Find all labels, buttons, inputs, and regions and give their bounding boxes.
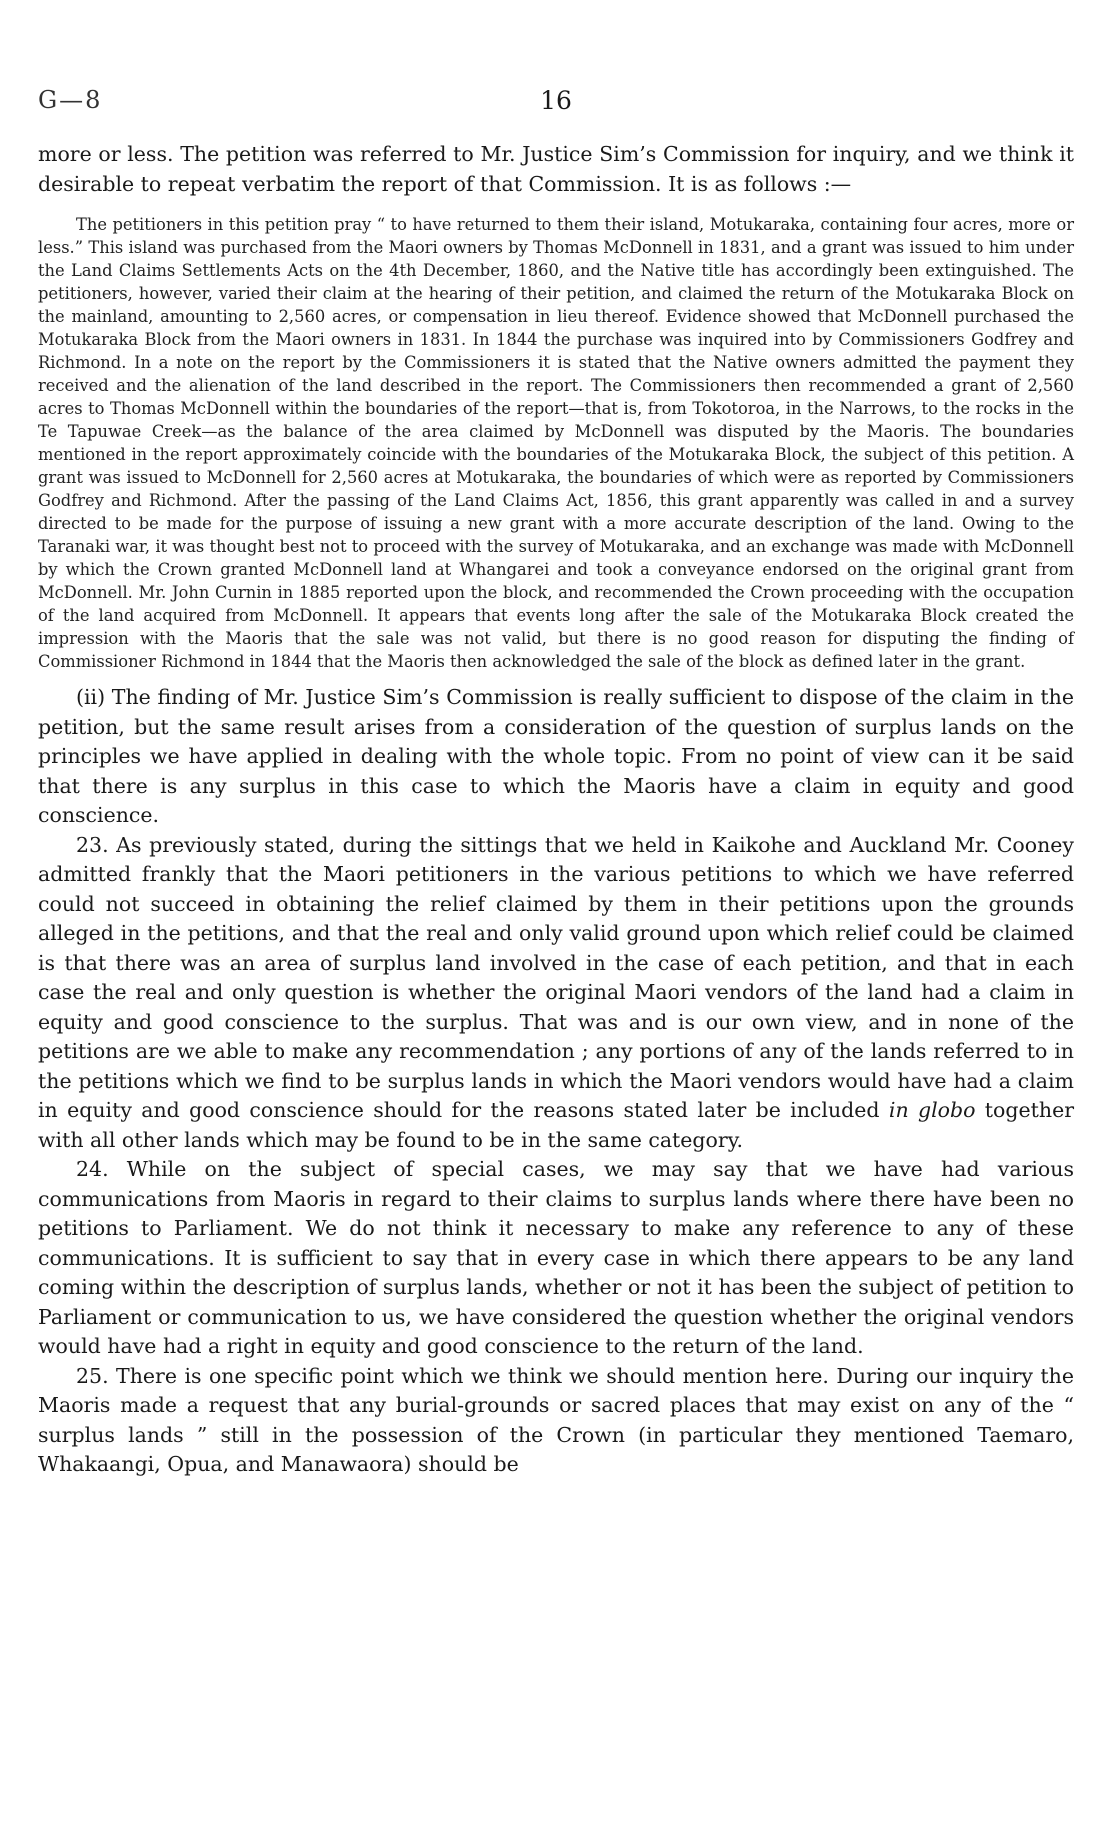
intro-paragraph: more or less. The petition was referred to Mr. Justice Sim’s Commission for inquiry, and we think it desirable to repeat verbatim the report of that Commission. It is as follows :— bbox=[38, 142, 1074, 196]
paragraph-25: 25. There is one specific point which we think we should mention here. During our inquiry the Maoris made a request that any burial-grounds or sacred places that may exist on any of the “ surplus lands ” still in the possession of the Crown (in particular they mentioned Taemaro, Whakaangi, Opua, and Manawaora) should be bbox=[38, 1363, 1074, 1476]
page-number: 16 bbox=[540, 86, 572, 115]
paragraph-23 bbox=[38, 831, 1074, 1156]
paragraph-24: 24. While on the subject of special cases, we may say that we have had various communications from Maoris in regard to their claims to surplus lands where there have been no petitions to Parliament. We do not think it necessary to make any reference to any of these communications. It is sufficient to say that in every case in which there appears to be any land coming within the description of surplus lands, whether or not it has been the subject of petition to Parliament or communication to us, we have considered the question whether the original vendors would have had a right in equity and good conscience to the return of the land. bbox=[38, 1157, 1074, 1358]
body-text bbox=[38, 140, 1074, 1480]
paragraph-23-text-end: together with all other lands which may be found to be in the same category. bbox=[38, 1098, 1075, 1152]
in-globo-italic: in globo bbox=[888, 1098, 976, 1122]
paragraph-23-text: 23. As previously stated, during the sittings that we held in Kaikohe and Auckland Mr. Cooney admitted frankly that the Maori petitioners in the various petitions to which we have referred could not succeed in obtaining the relief claimed by them in their petitions upon the grounds alleged in the petitions, and that the real and only valid ground upon which relief could be claimed is that there was an area of surplus land involved in the case of each petition, and that in each case the real and only question is whether the original Maori vendors of the land had a claim in equity and good conscience to the surplus. That was and is our own view, and in none of the petitions are we able to make any recommendation ; any portions of any of the lands referred to in the petitions which we find to be surplus lands in which the Maori vendors would have had a claim in equity and good conscience should for the reasons stated later be included bbox=[38, 832, 1074, 1122]
commission-report-quote: The petitioners in this petition pray “ to have returned to them their island, Motukaraka, containing four acres, more or less.” This island was purchased from the Maori owners by Thomas McDonnell in 1831, and a grant was issued to him under the Land Claims Settlements Acts on the 4th December, 1860, and the Native title has accordingly been extinguished. The petitioners, however, varied their claim at the hearing of their petition, and claimed the return of the Motukaraka Block on the mainland, amounting to 2,560 acres, or compensation in lieu thereof. Evidence showed that McDonnell purchased the Motukaraka Block from the Maori owners in 1831. In 1844 the purchase was inquired into by Commissioners Godfrey and Richmond. In a note on the report by the Commissioners it is stated that the Native owners admitted the payment they received and the alienation of the land described in the report. The Commissioners then recommended a grant of 2,560 acres to Thomas McDonnell within the boundaries of the report—that is, from Tokotoroa, in the Narrows, to the rocks in the Te Tapuwae Creek—as the balance of the area claimed by McDonnell was disputed by the Maoris. The boundaries mentioned in the report approximately coincide with the boundaries of the Motukaraka Block, the subject of this petition. A grant was issued to McDonnell for 2,560 acres at Motukaraka, the boundaries of which were as reported by Commissioners Godfrey and Richmond. After the passing of the Land Claims Act, 1856, this grant apparently was called in and a survey directed to be made for the purpose of issuing a new grant with a more accurate description of the land. Owing to the Taranaki war, it was thought best not to proceed with the survey of Motukaraka, and an exchange was made with McDonnell by which the Crown granted McDonnell land at Whangarei and took a conveyance endorsed on the original grant from McDonnell. Mr. John Curnin in 1885 reported upon the block, and recommended the Crown proceeding with the occupation of the land acquired from McDonnell. It appears that events long after the sale of the Motukaraka Block created the impression with the Maoris that the sale was not valid, but there is no good reason for disputing the finding of Commissioner Richmond in 1844 that the Maoris then acknowledged the sale of the block as defined later in the grant. bbox=[38, 215, 1074, 671]
paragraph-ii: (ii) The finding of Mr. Justice Sim’s Commission is really sufficient to dispose of the claim in the petition, but the same result arises from a consideration of the question of surplus lands on the principles we have applied in dealing with the whole topic. From no point of view can it be said that there is any surplus in this case to which the Maoris have a claim in equity and good conscience. bbox=[38, 685, 1074, 827]
document-reference: G—8 bbox=[38, 86, 103, 114]
document-page bbox=[38, 0, 1074, 1821]
page-header bbox=[38, 86, 1074, 120]
